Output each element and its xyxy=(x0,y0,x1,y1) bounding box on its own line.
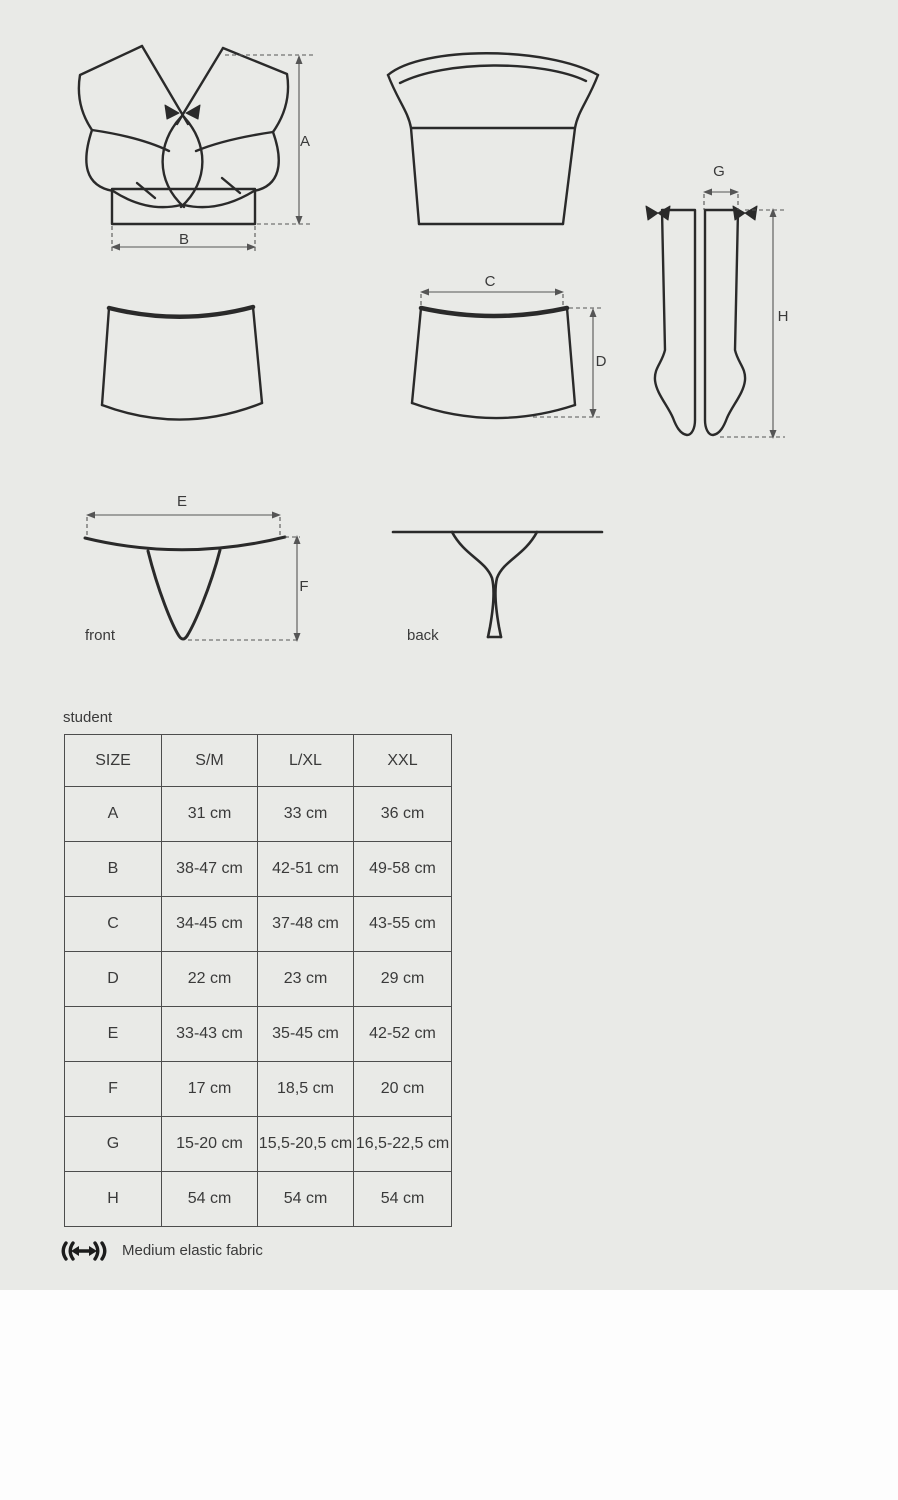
table-row-label: F xyxy=(65,1062,162,1117)
dimension-label-e: E xyxy=(176,493,188,510)
dimension-label-c: C xyxy=(484,273,496,290)
table-cell: 16,5-22,5 cm xyxy=(354,1117,452,1172)
table-cell: 33-43 cm xyxy=(162,1007,258,1062)
table-cell: 17 cm xyxy=(162,1062,258,1117)
table-cell: 43-55 cm xyxy=(354,897,452,952)
product-name-label: student xyxy=(63,709,113,726)
skirt-dimension-drawing xyxy=(405,275,605,425)
dimension-label-b: B xyxy=(178,231,190,248)
table-cell: 20 cm xyxy=(354,1062,452,1117)
top-front-drawing xyxy=(55,33,320,258)
table-cell: 38-47 cm xyxy=(162,842,258,897)
size-table-header-cell: XXL xyxy=(354,735,452,787)
front-view-label: front xyxy=(85,627,116,644)
size-table-row xyxy=(65,952,452,1007)
table-cell: 49-58 cm xyxy=(354,842,452,897)
size-table-row xyxy=(65,1062,452,1117)
table-cell: 33 cm xyxy=(258,787,354,842)
size-table-header-row xyxy=(65,735,452,787)
table-cell: 42-51 cm xyxy=(258,842,354,897)
fabric-note-label: Medium elastic fabric xyxy=(122,1242,263,1259)
size-table-header-cell: L/XL xyxy=(258,735,354,787)
table-cell: 34-45 cm xyxy=(162,897,258,952)
table-cell: 54 cm xyxy=(258,1172,354,1227)
dimension-label-a: A xyxy=(299,133,311,150)
stockings-drawing xyxy=(640,158,805,453)
size-table xyxy=(64,734,452,1227)
size-table-header-cell: S/M xyxy=(162,735,258,787)
size-table-row xyxy=(65,1117,452,1172)
size-table-row xyxy=(65,1007,452,1062)
panties-back-drawing xyxy=(385,518,620,643)
size-table-row xyxy=(65,787,452,842)
dimension-label-f: F xyxy=(299,578,309,595)
table-cell: 18,5 cm xyxy=(258,1062,354,1117)
size-table-row xyxy=(65,842,452,897)
table-cell: 54 cm xyxy=(162,1172,258,1227)
size-table-header-cell: SIZE xyxy=(65,735,162,787)
table-cell: 37-48 cm xyxy=(258,897,354,952)
table-cell: 15,5-20,5 cm xyxy=(258,1117,354,1172)
table-cell: 36 cm xyxy=(354,787,452,842)
elastic-stretch-icon xyxy=(58,1240,110,1262)
table-row-label: E xyxy=(65,1007,162,1062)
table-cell: 22 cm xyxy=(162,952,258,1007)
table-row-label: A xyxy=(65,787,162,842)
table-cell: 35-45 cm xyxy=(258,1007,354,1062)
dimension-label-h: H xyxy=(777,308,789,325)
top-back-drawing xyxy=(370,33,610,233)
dimension-label-d: D xyxy=(595,353,607,370)
table-row-label: B xyxy=(65,842,162,897)
table-row-label: H xyxy=(65,1172,162,1227)
size-table-row xyxy=(65,897,452,952)
table-row-label: D xyxy=(65,952,162,1007)
size-table-row xyxy=(65,1172,452,1227)
dimension-label-g: G xyxy=(713,163,725,180)
skirt-front-drawing xyxy=(95,295,275,430)
table-cell: 31 cm xyxy=(162,787,258,842)
table-row-label: C xyxy=(65,897,162,952)
table-row-label: G xyxy=(65,1117,162,1172)
table-cell: 42-52 cm xyxy=(354,1007,452,1062)
table-cell: 15-20 cm xyxy=(162,1117,258,1172)
table-cell: 54 cm xyxy=(354,1172,452,1227)
table-cell: 23 cm xyxy=(258,952,354,1007)
back-view-label: back xyxy=(407,627,439,644)
table-cell: 29 cm xyxy=(354,952,452,1007)
